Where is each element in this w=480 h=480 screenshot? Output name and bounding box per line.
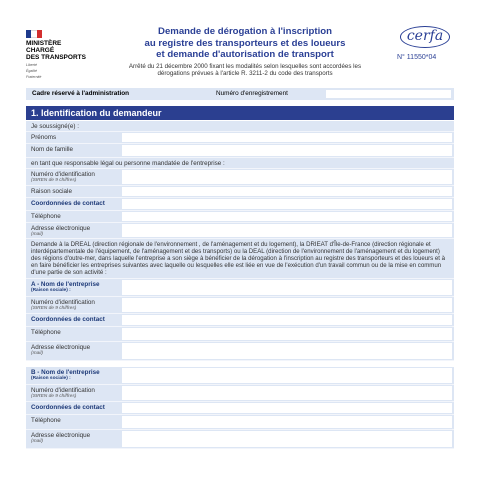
a-coordonnees-label: Coordonnées de contact (31, 316, 105, 324)
email-row (26, 223, 454, 239)
b-siren-hint: (SIREN de 9 chiffres) (31, 394, 77, 400)
siren-input[interactable] (122, 170, 452, 184)
coordonnees-input[interactable] (122, 199, 452, 209)
a-raison-hint: (Raison sociale) : (31, 288, 71, 294)
je-soussigne-row (26, 121, 454, 132)
je-soussigne-label: Je soussigné(e) : (31, 123, 79, 130)
b-coordonnees-label: Coordonnées de contact (31, 404, 105, 412)
a-coordonnees-row (26, 314, 454, 327)
en-tant-que-row (26, 158, 454, 169)
coordonnees-row (26, 198, 454, 211)
arrete-reference (90, 63, 400, 78)
raison-sociale-input[interactable] (122, 187, 452, 196)
form-header (0, 0, 480, 86)
form-title (120, 26, 370, 61)
email-hint: (mail) (31, 232, 43, 237)
a-siren-label-text: Numéro d'identification (31, 299, 95, 307)
b-email-label (31, 432, 121, 444)
siren-label (31, 171, 121, 183)
b-telephone-input[interactable] (122, 416, 452, 428)
prenoms-input[interactable] (122, 133, 452, 142)
b-siren-row (26, 385, 454, 402)
b-telephone-label: Téléphone (31, 417, 61, 425)
b-nom-label (31, 369, 121, 381)
b-raison-hint: (Raison sociale) : (31, 376, 71, 382)
devise-line-2: Égalité (26, 69, 37, 73)
b-siren-label-text: Numéro d'identification (31, 387, 95, 395)
b-nom-label-text: B - Nom de l'entreprise (31, 369, 100, 377)
ministry-line-3: DES TRANSPORTS (26, 54, 86, 61)
telephone-row (26, 211, 454, 223)
a-nom-row (26, 279, 454, 297)
identification-form (26, 121, 454, 449)
raison-sociale-row (26, 186, 454, 198)
a-siren-hint: (SIREN de 9 chiffres) (31, 306, 77, 312)
a-email-hint: (mail) (31, 351, 43, 357)
en-tant-que-label: en tant que responsable légal ou personne mandatée de l'entreprise : (31, 160, 225, 167)
email-input[interactable] (122, 224, 452, 237)
marianne-flag-icon (26, 30, 42, 38)
devise-line-3: Fraternité (26, 75, 42, 79)
devise-line-1: Liberté (26, 63, 37, 67)
ministry-line-1: MINISTÈRE (26, 40, 62, 47)
b-nom-input[interactable] (122, 368, 452, 383)
b-email-label-text: Adresse électronique (31, 432, 91, 440)
prenoms-label: Prénoms (31, 134, 57, 141)
admin-reserved-label: Cadre réservé à l'administration (32, 90, 130, 97)
siren-row (26, 169, 454, 186)
raison-sociale-label: Raison sociale (31, 188, 72, 195)
b-coordonnees-row (26, 402, 454, 415)
title-line-2: au registre des transporteurs et des loueurs (144, 37, 346, 49)
cerfa-number: N° 11550*04 (397, 54, 437, 61)
a-siren-input[interactable] (122, 298, 452, 312)
a-email-label (31, 344, 121, 356)
telephone-label: Téléphone (31, 213, 61, 220)
a-telephone-row (26, 327, 454, 342)
b-coordonnees-input[interactable] (122, 403, 452, 413)
siren-label-text: Numéro d'identification (31, 171, 95, 178)
nom-famille-row (26, 144, 454, 158)
a-coordonnees-input[interactable] (122, 315, 452, 325)
a-nom-label (31, 281, 121, 293)
nom-famille-input[interactable] (122, 145, 452, 156)
prenoms-row (26, 132, 454, 144)
b-telephone-row (26, 415, 454, 430)
a-email-row (26, 342, 454, 361)
email-label (31, 225, 121, 237)
siren-hint: (SIREN de 9 chiffres) (31, 178, 77, 183)
a-email-label-text: Adresse électronique (31, 344, 91, 352)
a-siren-row (26, 297, 454, 314)
b-email-hint: (mail) (31, 439, 43, 445)
email-label-text: Adresse électronique (31, 225, 91, 232)
b-email-input[interactable] (122, 431, 452, 447)
b-nom-row (26, 367, 454, 385)
b-siren-input[interactable] (122, 386, 452, 400)
registration-number-label: Numéro d'enregistrement (216, 90, 288, 97)
arrete-line-2: dérogations prévues à l'article R. 3211-2 du code des transports (157, 70, 333, 78)
a-email-input[interactable] (122, 343, 452, 359)
a-siren-label (31, 299, 121, 311)
a-telephone-input[interactable] (122, 328, 452, 340)
coordonnees-label: Coordonnées de contact (31, 200, 105, 207)
admin-reserved-row (26, 88, 454, 100)
ministry-line-2: CHARGÉ (26, 47, 55, 54)
a-nom-input[interactable] (122, 280, 452, 295)
section-title: 1. Identification du demandeur (26, 106, 454, 120)
title-line-1: Demande de dérogation à l'inscription (158, 26, 332, 37)
nom-famille-label: Nom de famille (31, 146, 73, 153)
b-siren-label (31, 387, 121, 399)
a-telephone-label: Téléphone (31, 329, 61, 337)
a-nom-label-text: A - Nom de l'entreprise (31, 281, 100, 289)
b-email-row (26, 430, 454, 449)
registration-number-field (326, 90, 451, 98)
telephone-input[interactable] (122, 212, 452, 221)
title-line-3: et demande d'autorisation de transport (156, 49, 334, 60)
cerfa-logo: cerfa (400, 26, 450, 48)
arrete-line-1: Arrêté du 21 décembre 2000 fixant les modalités selon lesquelles sont accordées les (128, 63, 362, 70)
demande-paragraph: Demande à la DREAL (direction régionale de l'environnement , de l'aménagement et du logement), la DRIEAT d'Île-de-France (direction régionale et interdépartementale de l'équipement, de l'aménagement et des transports) ou la DEAL (direction de l'environnement de l'aménagement et du logement) des régions d'outre-mer, dans laquelle l'entreprise a son siège à bénéficier de la dérogation à l'inscription au registre des transporteurs et des loueurs et à en faire bénéficier les entreprises suivantes avec laquelle ou lesquelles elle est liée en vue de l'exécution d'un travail commun ou de la mise en commun d'une partie de son activité : (26, 239, 454, 279)
